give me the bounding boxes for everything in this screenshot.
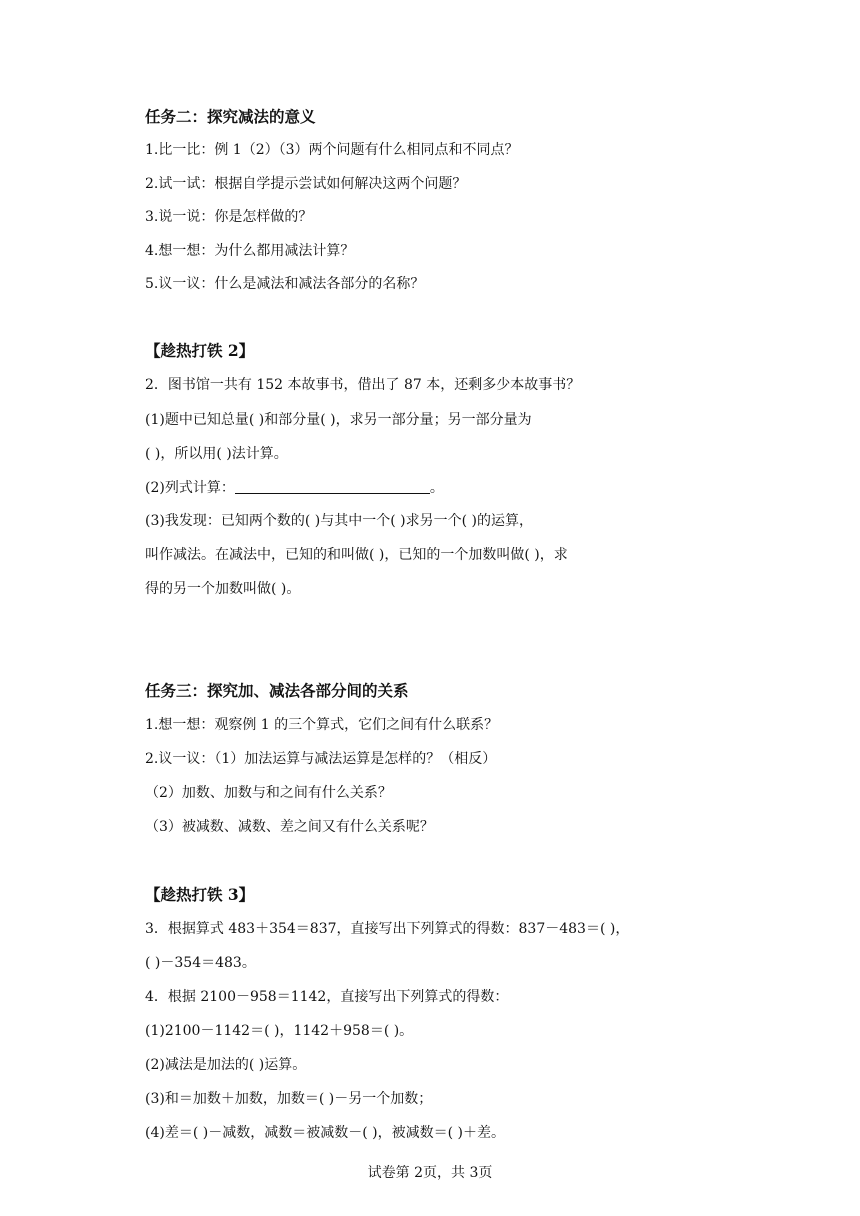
task2-item-4: 4.想一想：为什么都用减法计算？ <box>145 243 355 259</box>
task3-item-1: 1.想一想：观察例 1 的三个算式，它们之间有什么联系？ <box>145 717 499 733</box>
task3-item-3: （2）加数、加数与和之间有什么关系？ <box>145 785 392 801</box>
task2-item-2: 2.试一试：根据自学提示尝试如何解决这两个问题？ <box>145 176 467 192</box>
task3-item-2: 2.议一议：（1）加法运算与减法运算是怎样的？（相反） <box>145 751 497 767</box>
practice3-line-7: (4)差＝( )－减数，减数＝被减数－( )，被减数＝( )＋差。 <box>145 1125 505 1141</box>
practice3-title: 【趁热打铁 3】 <box>145 885 255 904</box>
practice3-line-3: 4．根据 2100－958＝1142，直接写出下列算式的得数： <box>145 989 509 1005</box>
practice2-line-1: (1)题中已知总量( )和部分量( )，求另一部分量；另一部分量为 <box>145 412 532 428</box>
practice2-title: 【趁热打铁 2】 <box>145 341 255 360</box>
practice3-line-2: ( )－354＝483。 <box>145 955 256 971</box>
practice2-line-5: 叫作减法。在减法中，已知的和叫做( )，已知的一个加数叫做( )，求 <box>145 547 568 563</box>
practice3-line-1: 3．根据算式 483＋354＝837，直接写出下列算式的得数：837－483＝( )， <box>145 921 630 937</box>
task2-item-1: 1.比一比：例 1（2）（3）两个问题有什么相同点和不同点？ <box>145 142 519 158</box>
task2-item-5: 5.议一议：什么是减法和减法各部分的名称？ <box>145 276 425 292</box>
practice2-line-2: ( )，所以用( )法计算。 <box>145 446 288 462</box>
practice2-question: 2．图书馆一共有 152 本故事书，借出了 87 本，还剩多少本故事书？ <box>145 377 581 393</box>
practice2-line-3 <box>145 479 444 497</box>
answer-underline <box>235 480 430 494</box>
practice3-line-4: (1)2100－1142＝( )，1142＋958＝( )。 <box>145 1023 414 1039</box>
task2-title: 任务二：探究减法的意义 <box>145 107 316 126</box>
practice2-line-4: (3)我发现：已知两个数的( )与其中一个( )求另一个( )的运算， <box>145 513 533 529</box>
task3-title: 任务三：探究加、减法各部分间的关系 <box>145 681 409 700</box>
practice2-line-6: 得的另一个加数叫做( )。 <box>145 581 301 597</box>
page-footer: 试卷第 2页，共 3页 <box>367 1165 493 1181</box>
practice3-line-6: (3)和＝加数＋加数，加数＝( )－另一个加数； <box>145 1091 433 1107</box>
practice3-line-5: (2)减法是加法的( )运算。 <box>145 1057 307 1073</box>
equation-label: (2)列式计算： <box>145 480 235 496</box>
period: 。 <box>429 480 444 496</box>
task3-item-4: （3）被减数、减数、差之间又有什么关系呢？ <box>145 819 434 835</box>
task2-item-3: 3.说一说：你是怎样做的？ <box>145 209 313 225</box>
